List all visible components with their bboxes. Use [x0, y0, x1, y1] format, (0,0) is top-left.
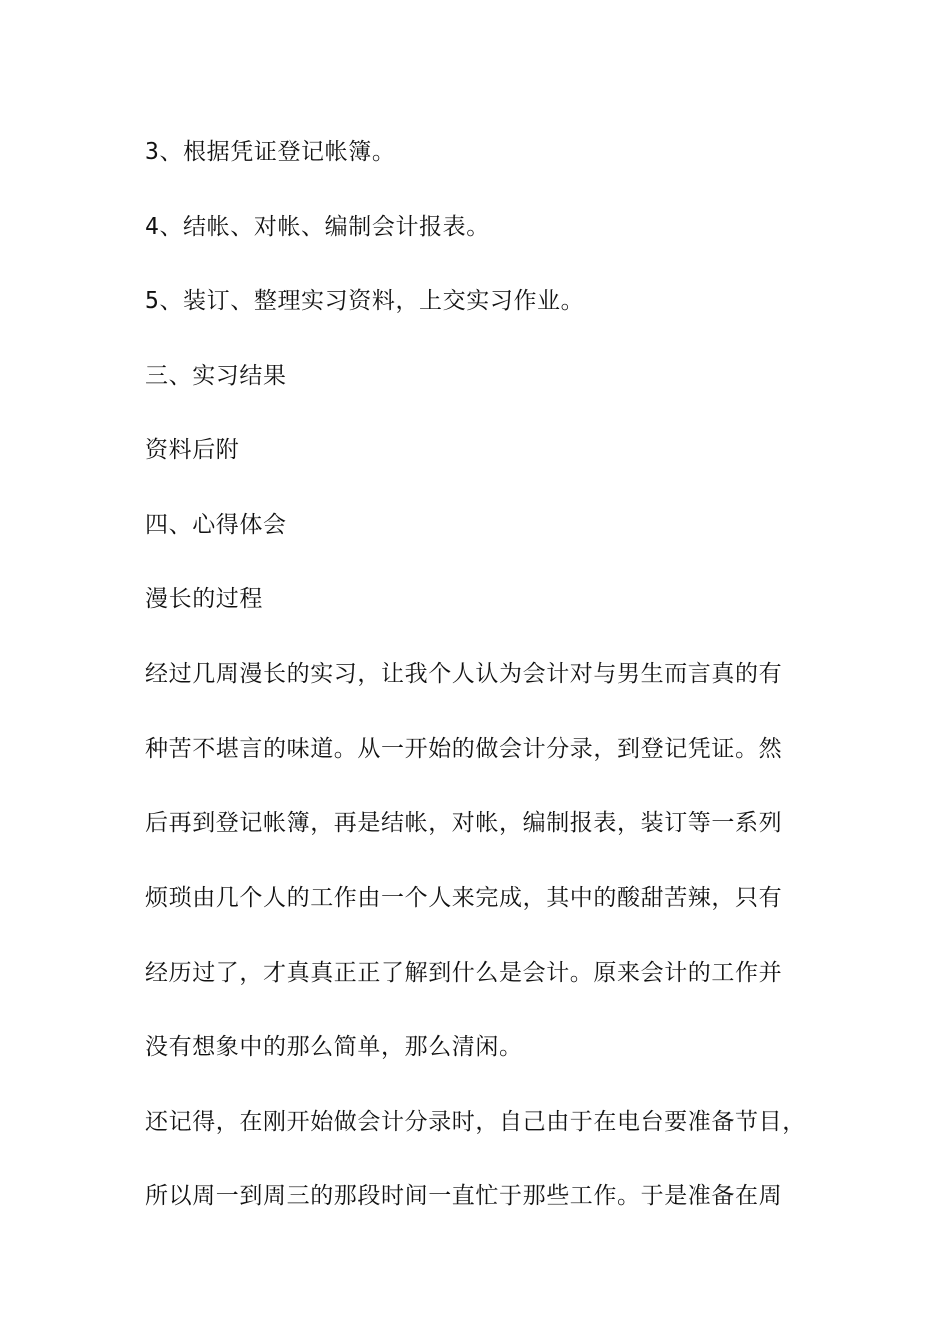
subsection-title: 漫长的过程	[145, 586, 263, 612]
step-3-line: 3、根据凭证登记帐簿。	[145, 139, 396, 165]
paragraph-1-line-1: 经过几周漫长的实习，让我个人认为会计对与男生而言真的有	[145, 661, 783, 687]
paragraph-1-line-3: 后再到登记帐簿，再是结帐，对帐，编制报表，装订等一系列	[145, 810, 783, 836]
section-3-heading: 三、实习结果	[145, 363, 287, 389]
section-4-heading: 四、心得体会	[145, 512, 287, 538]
step-4-line: 4、结帐、对帐、编制会计报表。	[145, 214, 490, 240]
paragraph-2-line-1: 还记得，在刚开始做会计分录时，自己由于在电台要准备节目，	[145, 1109, 806, 1135]
paragraph-1-line-2: 种苦不堪言的味道。从一开始的做会计分录，到登记凭证。然	[145, 736, 783, 762]
paragraph-1-line-4: 烦琐由几个人的工作由一个人来完成，其中的酸甜苦辣，只有	[145, 885, 783, 911]
section-3-content: 资料后附	[145, 437, 240, 463]
step-5-line: 5、装订、整理实习资料，上交实习作业。	[145, 288, 585, 314]
paragraph-1-line-5: 经历过了，才真真正正了解到什么是会计。原来会计的工作并	[145, 960, 783, 986]
paragraph-2-line-2: 所以周一到周三的那段时间一直忙于那些工作。于是准备在周	[145, 1183, 783, 1209]
paragraph-1-line-6: 没有想象中的那么简单，那么清闲。	[145, 1034, 523, 1060]
